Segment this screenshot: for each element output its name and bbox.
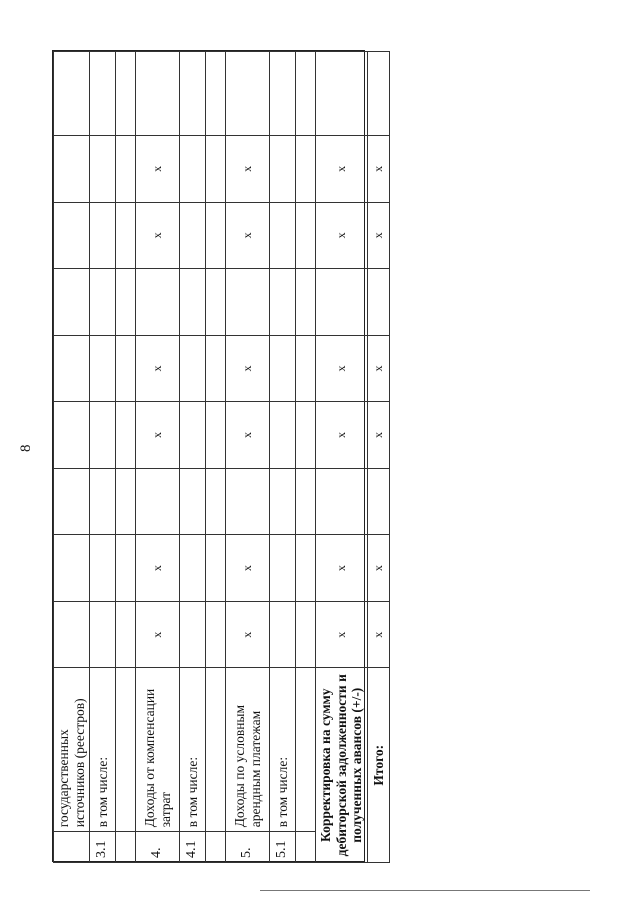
total-row	[368, 52, 390, 863]
table-cell	[206, 52, 226, 136]
table-body	[54, 52, 390, 863]
row-name-cell: Доходы по условным арендным платежам	[226, 668, 270, 832]
table-cell	[54, 269, 90, 336]
table-cell	[226, 52, 270, 136]
row-number-cell: 5.	[226, 832, 270, 863]
table-cell	[116, 202, 136, 269]
table-row	[54, 52, 90, 863]
table-cell	[54, 535, 90, 602]
table-cell: x	[368, 335, 390, 402]
table-cell	[90, 269, 116, 336]
table-cell	[296, 601, 316, 668]
table-cell	[316, 52, 368, 136]
row-name-cell	[116, 668, 136, 832]
table-cell	[270, 136, 296, 203]
adjustment-label: Корректировка на сумму дебиторской задолженности и полученных авансов (+/-)	[316, 668, 368, 863]
table-cell	[180, 202, 206, 269]
table-cell	[116, 52, 136, 136]
table-cell: x	[316, 136, 368, 203]
table-cell	[296, 269, 316, 336]
table-cell	[296, 136, 316, 203]
page-number: 8	[18, 444, 34, 452]
table-cell	[180, 52, 206, 136]
table-row	[116, 52, 136, 863]
table-cell	[116, 335, 136, 402]
table-cell: x	[316, 335, 368, 402]
revenue-table	[53, 51, 390, 863]
table-cell	[90, 52, 116, 136]
table-cell: x	[136, 335, 180, 402]
table-cell: x	[226, 136, 270, 203]
table-cell	[296, 52, 316, 136]
document-table-frame	[52, 50, 386, 862]
table-row	[226, 52, 270, 863]
row-number-cell: 5.1	[270, 832, 296, 863]
table-cell: x	[316, 601, 368, 668]
table-cell	[54, 468, 90, 535]
table-cell	[180, 335, 206, 402]
table-cell	[116, 402, 136, 469]
table-cell: x	[226, 202, 270, 269]
row-number-cell	[296, 832, 316, 863]
table-cell	[116, 136, 136, 203]
table-cell: x	[136, 136, 180, 203]
table-cell	[226, 269, 270, 336]
table-cell	[54, 52, 90, 136]
table-cell	[116, 601, 136, 668]
table-cell	[270, 52, 296, 136]
table-cell: x	[368, 136, 390, 203]
row-number-cell	[116, 832, 136, 863]
table-cell	[90, 136, 116, 203]
row-name-cell	[206, 668, 226, 832]
table-cell	[206, 402, 226, 469]
table-cell	[206, 535, 226, 602]
row-number-cell: 3.1	[90, 832, 116, 863]
table-cell	[368, 468, 390, 535]
table-cell	[54, 202, 90, 269]
table-cell	[136, 468, 180, 535]
row-number-cell: 4.	[136, 832, 180, 863]
table-cell	[54, 335, 90, 402]
table-cell: x	[226, 601, 270, 668]
table-cell	[368, 269, 390, 336]
table-cell: x	[316, 202, 368, 269]
table-cell	[180, 601, 206, 668]
table-cell	[54, 136, 90, 203]
table-cell: x	[136, 535, 180, 602]
table-cell	[270, 535, 296, 602]
table-cell	[270, 402, 296, 469]
row-name-cell: государственных источников (реестров)	[54, 668, 90, 832]
table-cell	[270, 601, 296, 668]
table-cell	[226, 468, 270, 535]
table-cell: x	[368, 601, 390, 668]
table-cell	[296, 202, 316, 269]
table-cell	[206, 136, 226, 203]
table-cell	[90, 601, 116, 668]
table-row	[270, 52, 296, 863]
table-cell	[90, 202, 116, 269]
table-cell	[180, 136, 206, 203]
table-cell: x	[316, 402, 368, 469]
row-name-cell	[296, 668, 316, 832]
table-cell	[296, 468, 316, 535]
table-cell: x	[368, 402, 390, 469]
table-cell	[180, 535, 206, 602]
table-cell	[180, 269, 206, 336]
table-cell	[316, 269, 368, 336]
row-name-cell: Доходы от компенсации затрат	[136, 668, 180, 832]
table-cell	[296, 402, 316, 469]
table-cell	[270, 269, 296, 336]
table-cell: x	[136, 402, 180, 469]
table-cell: x	[136, 601, 180, 668]
table-cell	[116, 468, 136, 535]
table-cell	[180, 402, 206, 469]
table-cell	[206, 468, 226, 535]
table-cell	[90, 335, 116, 402]
table-cell: x	[226, 402, 270, 469]
table-cell	[116, 269, 136, 336]
table-row	[180, 52, 206, 863]
table-cell	[116, 535, 136, 602]
table-cell	[54, 402, 90, 469]
table-cell	[136, 52, 180, 136]
table-row	[90, 52, 116, 863]
row-name-cell: в том числе:	[270, 668, 296, 832]
table-cell: x	[226, 535, 270, 602]
table-cell	[90, 402, 116, 469]
table-cell	[136, 269, 180, 336]
table-cell: x	[316, 535, 368, 602]
table-cell	[90, 468, 116, 535]
row-name-cell: в том числе:	[180, 668, 206, 832]
table-cell	[206, 601, 226, 668]
table-cell	[270, 202, 296, 269]
table-cell: x	[368, 202, 390, 269]
table-cell: x	[136, 202, 180, 269]
page-bottom-rule	[260, 890, 590, 891]
table-cell	[270, 468, 296, 535]
table-cell	[206, 269, 226, 336]
table-cell	[296, 535, 316, 602]
table-row	[136, 52, 180, 863]
row-name-cell: в том числе:	[90, 668, 116, 832]
row-number-cell	[54, 832, 90, 863]
table-cell	[270, 335, 296, 402]
table-row	[206, 52, 226, 863]
table-cell	[296, 335, 316, 402]
table-cell	[206, 202, 226, 269]
table-cell	[180, 468, 206, 535]
table-row	[296, 52, 316, 863]
row-number-cell	[206, 832, 226, 863]
total-label: Итого:	[368, 668, 390, 863]
table-cell: x	[368, 535, 390, 602]
table-cell	[316, 468, 368, 535]
table-cell	[54, 601, 90, 668]
table-cell	[90, 535, 116, 602]
table-cell: x	[226, 335, 270, 402]
table-cell	[368, 52, 390, 136]
adjustment-row	[316, 52, 368, 863]
table-cell	[206, 335, 226, 402]
row-number-cell: 4.1	[180, 832, 206, 863]
